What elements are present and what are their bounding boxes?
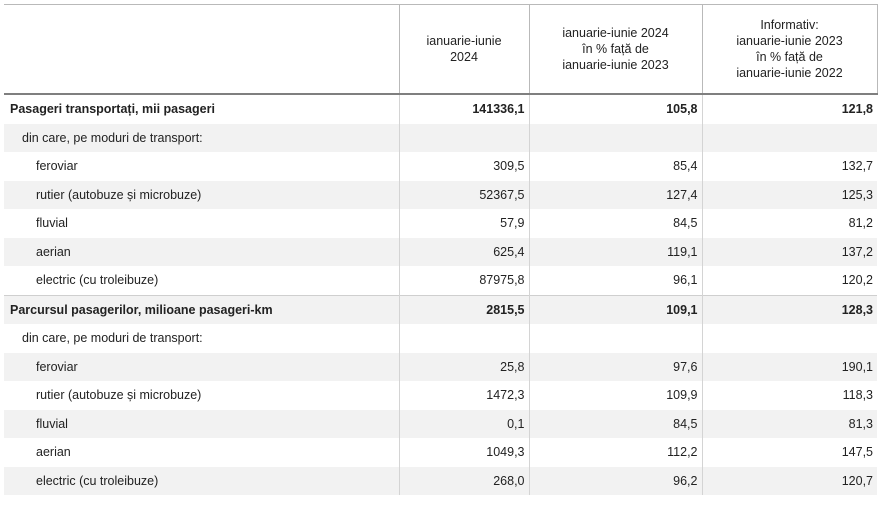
row-label: rutier (autobuze și microbuze) xyxy=(4,181,399,210)
header-line: în % față de xyxy=(582,42,649,56)
value-period-2024: 268,0 xyxy=(399,467,529,496)
value-period-2024: 309,5 xyxy=(399,152,529,181)
header-line: ianuarie-iunie 2023 xyxy=(736,34,843,48)
value-percent-2024-vs-2023: 96,1 xyxy=(529,266,702,295)
value-period-2024: 1049,3 xyxy=(399,438,529,467)
header-line: Informativ: xyxy=(760,18,819,32)
transport-statistics-table xyxy=(4,4,878,495)
header-period-2024 xyxy=(399,5,529,95)
table-row xyxy=(4,467,877,496)
header-line: 2024 xyxy=(450,50,478,64)
table-row xyxy=(4,438,877,467)
value-period-2024: 1472,3 xyxy=(399,381,529,410)
table-row xyxy=(4,353,877,382)
value-percent-2023-vs-2022: 81,3 xyxy=(702,410,877,439)
header-line: ianuarie-iunie 2022 xyxy=(736,66,843,80)
row-label: fluvial xyxy=(36,216,68,231)
table-row xyxy=(4,381,877,410)
value-period-2024: 52367,5 xyxy=(399,181,529,210)
value-period-2024: 625,4 xyxy=(399,238,529,267)
header-line: ianuarie-iunie xyxy=(426,34,502,48)
value-percent-2024-vs-2023: 119,1 xyxy=(529,238,702,267)
value-percent-2024-vs-2023: 109,1 xyxy=(529,295,702,324)
value-percent-2024-vs-2023: 112,2 xyxy=(529,438,702,467)
value-percent-2024-vs-2023 xyxy=(529,324,702,353)
row-label: din care, pe moduri de transport: xyxy=(4,124,399,153)
value-percent-2023-vs-2022: 81,2 xyxy=(702,209,877,238)
header-label-column xyxy=(4,5,399,95)
row-label: Parcursul pasagerilor, milioane pasageri-km xyxy=(4,295,399,324)
row-label: fluvial xyxy=(4,410,399,439)
value-percent-2024-vs-2023: 85,4 xyxy=(529,152,702,181)
value-percent-2023-vs-2022: 147,5 xyxy=(702,438,877,467)
row-label: feroviar xyxy=(36,159,78,174)
value-period-2024: 0,1 xyxy=(399,410,529,439)
value-percent-2023-vs-2022: 121,8 xyxy=(702,94,877,124)
row-label: electric (cu troleibuze) xyxy=(36,273,159,288)
row-label: feroviar xyxy=(4,353,399,382)
table-row xyxy=(4,410,877,439)
row-label: rutier (autobuze și microbuze) xyxy=(36,388,202,403)
value-percent-2023-vs-2022: 190,1 xyxy=(702,353,877,382)
value-percent-2024-vs-2023 xyxy=(529,124,702,153)
value-percent-2023-vs-2022: 132,7 xyxy=(702,152,877,181)
value-period-2024: 25,8 xyxy=(399,353,529,382)
value-percent-2023-vs-2022 xyxy=(702,324,877,353)
table-row xyxy=(4,209,877,238)
value-percent-2024-vs-2023: 127,4 xyxy=(529,181,702,210)
value-percent-2024-vs-2023: 97,6 xyxy=(529,353,702,382)
header-line: ianuarie-iunie 2023 xyxy=(562,58,669,72)
value-percent-2024-vs-2023: 84,5 xyxy=(529,209,702,238)
value-percent-2024-vs-2023: 96,2 xyxy=(529,467,702,496)
table-row xyxy=(4,152,877,181)
table-row-section xyxy=(4,94,877,124)
row-label: din care, pe moduri de transport: xyxy=(22,331,203,346)
value-percent-2024-vs-2023: 84,5 xyxy=(529,410,702,439)
table-row xyxy=(4,266,877,295)
value-percent-2024-vs-2023: 105,8 xyxy=(529,94,702,124)
value-period-2024: 2815,5 xyxy=(399,295,529,324)
row-label: Pasageri transportați, mii pasageri xyxy=(4,94,399,124)
table-body xyxy=(4,94,877,495)
value-period-2024 xyxy=(399,124,529,153)
header-informative-2023-vs-2022 xyxy=(702,5,877,95)
table-header-row xyxy=(4,5,877,95)
table-row xyxy=(4,238,877,267)
table-row-section xyxy=(4,295,877,324)
value-period-2024: 141336,1 xyxy=(399,94,529,124)
row-label: aerian xyxy=(36,445,71,460)
value-percent-2023-vs-2022: 120,7 xyxy=(702,467,877,496)
value-percent-2023-vs-2022: 120,2 xyxy=(702,266,877,295)
row-label: electric (cu troleibuze) xyxy=(4,467,399,496)
value-percent-2024-vs-2023: 109,9 xyxy=(529,381,702,410)
table-row-subheading xyxy=(4,324,877,353)
value-period-2024: 87975,8 xyxy=(399,266,529,295)
header-line: ianuarie-iunie 2024 xyxy=(562,26,669,40)
value-percent-2023-vs-2022: 118,3 xyxy=(702,381,877,410)
value-percent-2023-vs-2022: 137,2 xyxy=(702,238,877,267)
row-label: aerian xyxy=(4,238,399,267)
header-percent-2024-vs-2023 xyxy=(529,5,702,95)
value-percent-2023-vs-2022: 128,3 xyxy=(702,295,877,324)
value-percent-2023-vs-2022 xyxy=(702,124,877,153)
table-row-subheading xyxy=(4,124,877,153)
value-period-2024 xyxy=(399,324,529,353)
value-period-2024: 57,9 xyxy=(399,209,529,238)
value-percent-2023-vs-2022: 125,3 xyxy=(702,181,877,210)
header-line: în % față de xyxy=(756,50,823,64)
table-row xyxy=(4,181,877,210)
